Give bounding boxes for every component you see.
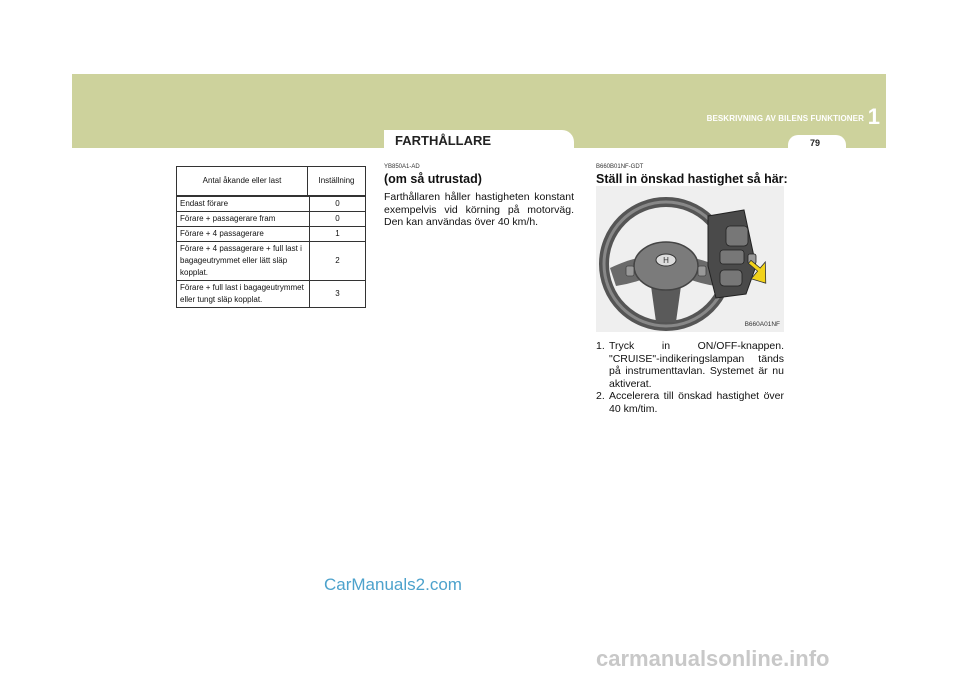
table-cell-value: 3: [335, 289, 340, 298]
svg-text:H: H: [663, 256, 669, 265]
body-text: Farthållaren håller hastigheten konstant exempelvis vid körning på motorväg. Den kan användas över 40 km/h.: [384, 191, 574, 228]
table-cell-label: Förare + 4 passagerare + full last i bagageutrymmet eller lätt släp kopplat.: [177, 242, 310, 280]
table-cell-label: Endast förare: [177, 197, 310, 211]
steering-wheel-illustration: [596, 186, 784, 332]
step-text: Tryck in ON/OFF-knappen. "CRUISE"-indikeringslampan tänds på instrumenttavlan. Systemet är nu aktiverat.: [609, 340, 784, 390]
list-item: [596, 340, 784, 390]
figure-code: B660A01NF: [744, 321, 780, 328]
table-row: [177, 242, 365, 281]
subtitle: (om så utrustad): [384, 172, 482, 186]
table-cell-label: Förare + 4 passagerare: [177, 227, 310, 241]
table-cell-value: 1: [335, 229, 340, 238]
step-number: 2.: [596, 390, 605, 402]
table-cell-value: 0: [335, 214, 340, 223]
section-code: B660B01NF-GDT: [596, 164, 644, 170]
table-row: [177, 281, 365, 307]
table-header-cell: Antal åkande eller last: [177, 167, 308, 195]
section-title: FARTHÅLLARE: [395, 133, 492, 148]
chapter-number: 1: [867, 104, 880, 129]
watermark-link[interactable]: CarManuals2.com: [324, 575, 462, 594]
chapter-title: BESKRIVNING AV BILENS FUNKTIONER: [706, 114, 864, 123]
table-row: [177, 197, 365, 212]
step-text: Accelerera till önskad hastighet över 40 km/tim.: [609, 390, 784, 415]
steps-list: [596, 340, 784, 415]
list-item: [596, 390, 784, 415]
subtitle: Ställ in önskad hastighet så här:: [596, 172, 788, 186]
section-code: YB850A1-AD: [384, 164, 420, 170]
table-cell-label: Förare + full last i bagageutrymmet eller tungt släp kopplat.: [177, 281, 310, 307]
table-header-cell: Inställning: [318, 176, 355, 185]
page-number: 79: [809, 138, 820, 148]
table-header: [177, 167, 365, 197]
settings-table: [176, 166, 366, 308]
steering-wheel-figure: [596, 186, 784, 332]
table-cell-value: 0: [335, 199, 340, 208]
watermark-text: carmanualsonline.info: [596, 646, 830, 671]
table-cell-value: 2: [335, 256, 340, 265]
step-number: 1.: [596, 340, 605, 352]
table-row: [177, 227, 365, 242]
table-row: [177, 212, 365, 227]
table-cell-label: Förare + passagerare fram: [177, 212, 310, 226]
